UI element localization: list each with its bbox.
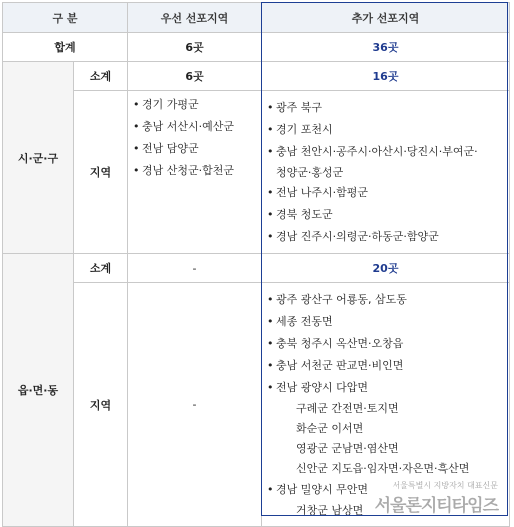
list-item [262,333,509,355]
emd-subtotal-additional: 20곳 [262,254,510,283]
bullet-icon: • [133,164,140,177]
sub-item: 신안군 지도읍·임자면·자은면·흑산면 [296,462,470,475]
bullet-icon: • [267,293,274,306]
list-item-text: 광주 북구 [276,101,323,114]
list-item-text: 경남 진주시·의령군·하동군·함양군 [276,230,439,243]
header-additional: 추가 선포지역 [262,3,510,33]
list-item [262,182,509,204]
list-item [262,479,509,501]
bullet-icon: • [133,98,140,111]
bullet-icon: • [267,123,274,136]
list-item [262,355,509,377]
bullet-icon: • [267,315,274,328]
list-item-text: 경북 청도군 [276,208,333,221]
bullet-icon: • [267,359,274,372]
bullet-icon: • [267,208,274,221]
list-item [128,138,261,160]
list-item-text: 충남 서천군 판교면·비인면 [276,359,404,372]
sub-item: 영광군 군남면·염산면 [296,442,399,455]
list-item-text: 세종 전동면 [276,315,333,328]
list-item [262,119,509,141]
sigungu-subtotal-current: 6곳 [128,62,262,91]
list-item [262,289,509,311]
bullet-icon: • [267,483,274,496]
emd-subtotal-current: - [128,254,262,283]
list-item [262,377,509,399]
list-item [262,226,509,248]
emd-subtotal-label: 소계 [74,254,128,283]
header-category: 구 분 [3,3,128,33]
list-item [128,160,261,182]
list-item [262,311,509,333]
list-item [262,204,509,226]
list-item-text: 경기 가평군 [142,98,199,111]
bullet-icon: • [267,230,274,243]
sigungu-current-list [128,91,262,254]
sub-item: 화순군 이서면 [296,422,364,435]
total-current: 6곳 [128,33,262,62]
bullet-icon: • [267,337,274,350]
sigungu-label: 시·군·구 [3,62,74,254]
emd-current-value: - [128,283,262,527]
list-item [262,97,509,119]
sigungu-additional-list [262,91,510,254]
designation-table [2,2,510,527]
bullet-icon: • [267,145,274,158]
eupmyeondong-label: 읍·면·동 [3,254,74,527]
sigungu-region-label: 지역 [74,91,128,254]
list-item-text: 충남 서산시·예산군 [142,120,235,133]
bullet-icon: • [133,120,140,133]
list-item [128,94,261,116]
sigungu-subtotal-additional: 16곳 [262,62,510,91]
list-item-continuation: 청양군·홍성군 [276,166,344,179]
list-item-text: 경기 포천시 [276,123,333,136]
bullet-icon: • [267,381,274,394]
list-item-text: 경남 밀양시 무안면 [276,483,369,496]
list-item [128,116,261,138]
total-label: 합계 [3,33,128,62]
list-item-text: 광주 광산구 어룡동, 삼도동 [276,293,407,306]
sub-item: 구례군 간전면·토지면 [296,402,399,415]
bullet-icon: • [133,142,140,155]
sub-item: 거창군 남상면 [296,504,364,517]
list-item-text: 전남 담양군 [142,142,199,155]
watermark-tagline: 서울특별시 지방자치 대표신문 [392,481,498,490]
list-item-text: 전남 나주시·함평군 [276,186,369,199]
header-current: 우선 선포지역 [128,3,262,33]
bullet-icon: • [267,101,274,114]
list-item-text: 충남 천안시·공주시·아산시·당진시·부여군· [276,145,478,158]
emd-region-label: 지역 [74,283,128,527]
list-item-text: 충북 청주시 옥산면·오창읍 [276,337,404,350]
list-item-text: 경남 산청군·합천군 [142,164,235,177]
total-additional: 36곳 [262,33,510,62]
bullet-icon: • [267,186,274,199]
list-item-text: 전남 광양시 다압면 [276,381,369,394]
emd-additional-list [262,283,510,527]
sigungu-subtotal-label: 소계 [74,62,128,91]
watermark-logo: 서울론지티타임즈 [374,496,498,516]
list-item [262,141,509,163]
